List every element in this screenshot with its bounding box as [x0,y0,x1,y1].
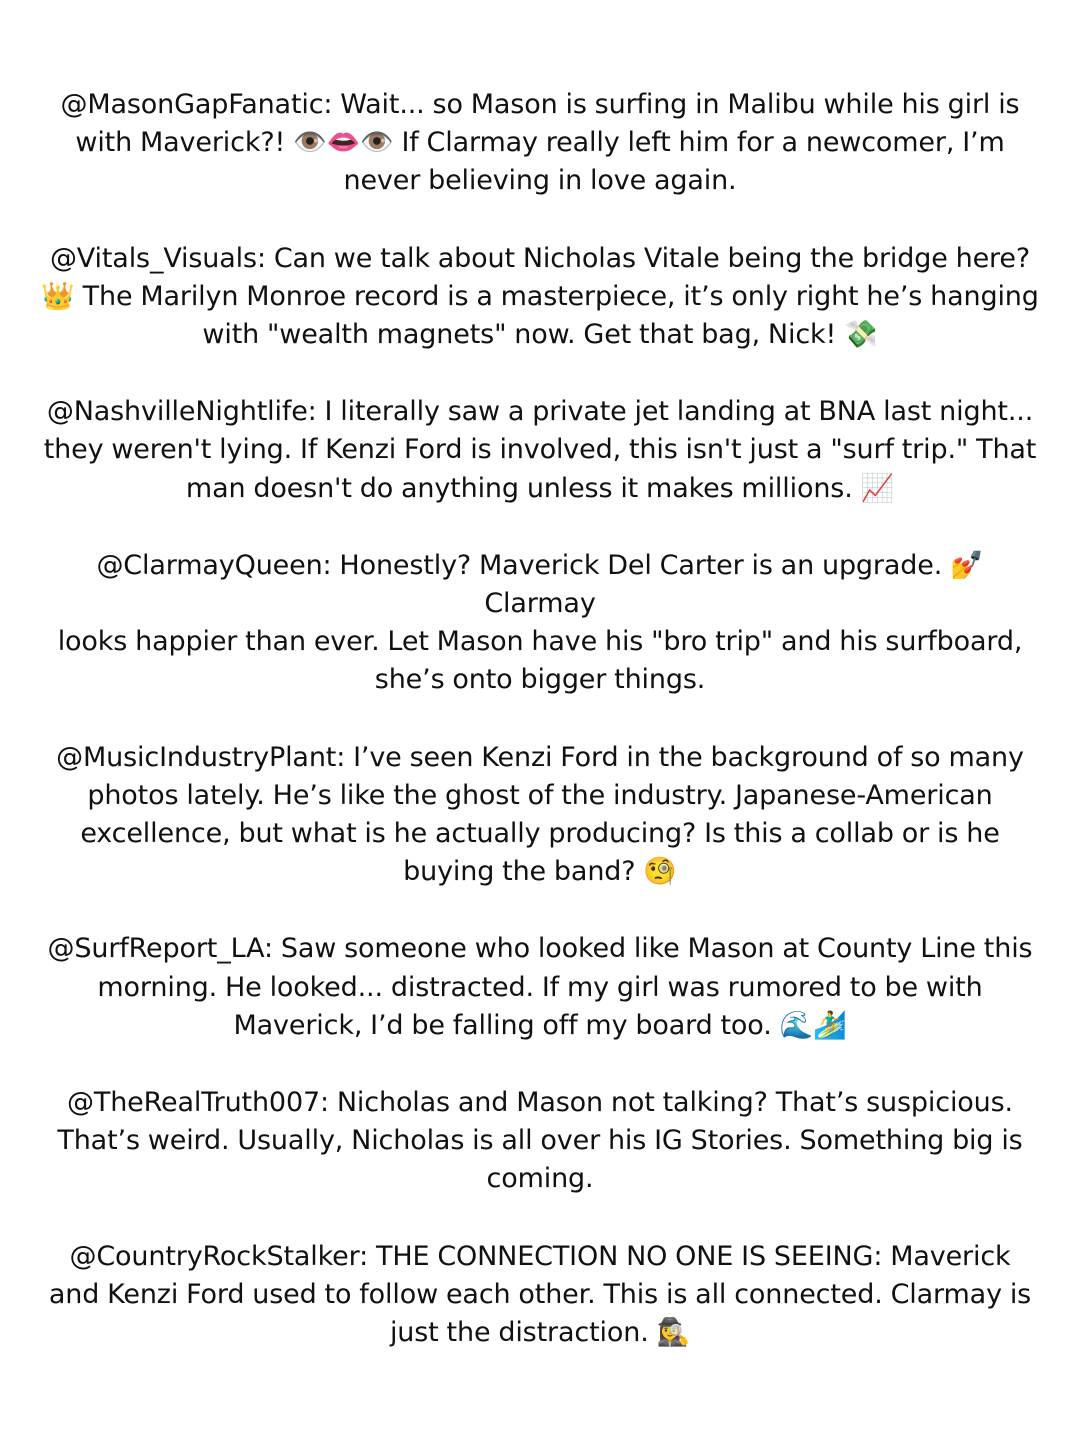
comment-masongapfanatic: @MasonGapFanatic: Wait... so Mason is surfing in Malibu while his girl is with Maverick?! 👁️👄👁️ If Clarmay really left him for a newcomer, I’m never believing in love again. [60,89,1020,197]
comment-list [40,86,1040,1352]
comment-countryrockstalker: @CountryRockStalker: THE CONNECTION NO ONE IS SEEING: Maverick and Kenzi Ford used to follow each other. This is all connected. Clarmay is just the distraction. 🕵️‍♀️ [48,1240,1032,1349]
comment-clarmayqueen: @ClarmayQueen: Honestly? Maverick Del Carter is an upgrade. 💅 Clarmay looks happier than ever. Let Mason have his "bro trip" and his surfboard, she’s onto bigger things. [57,549,1023,696]
comment-musicindustryplant: @MusicIndustryPlant: I’ve seen Kenzi Ford in the background of so many photos lately. He’s like the ghost of the industry. Japanese-American excellence, but what is he actually producing? Is this a collab or is he buying the band? 🧐 [56,741,1024,888]
comment-vitals-visuals: @Vitals_Visuals: Can we talk about Nicholas Vitale being the bridge here? 👑 The Marilyn Monroe record is a masterpiece, it’s only right he’s hanging with "wealth magnets" now. Get that bag, Nick! 💸 [41,242,1039,351]
comment-nashvillenightlife: @NashvilleNightlife: I literally saw a private jet landing at BNA last night... they weren't lying. If Kenzi Ford is involved, this isn't just a "surf trip." That man doesn't do anything unless it makes millions. 📈 [43,396,1037,504]
comment-therealtruth007: @TheRealTruth007: Nicholas and Mason not talking? That’s suspicious. That’s weird. Usually, Nicholas is all over his IG Stories. Something big is coming. [57,1087,1023,1195]
comment-surfreport-la: @SurfReport_LA: Saw someone who looked like Mason at County Line this morning. He looked... distracted. If my girl was rumored to be with Maverick, I’d be falling off my board too. 🌊🏄‍♂️ [47,933,1033,1041]
